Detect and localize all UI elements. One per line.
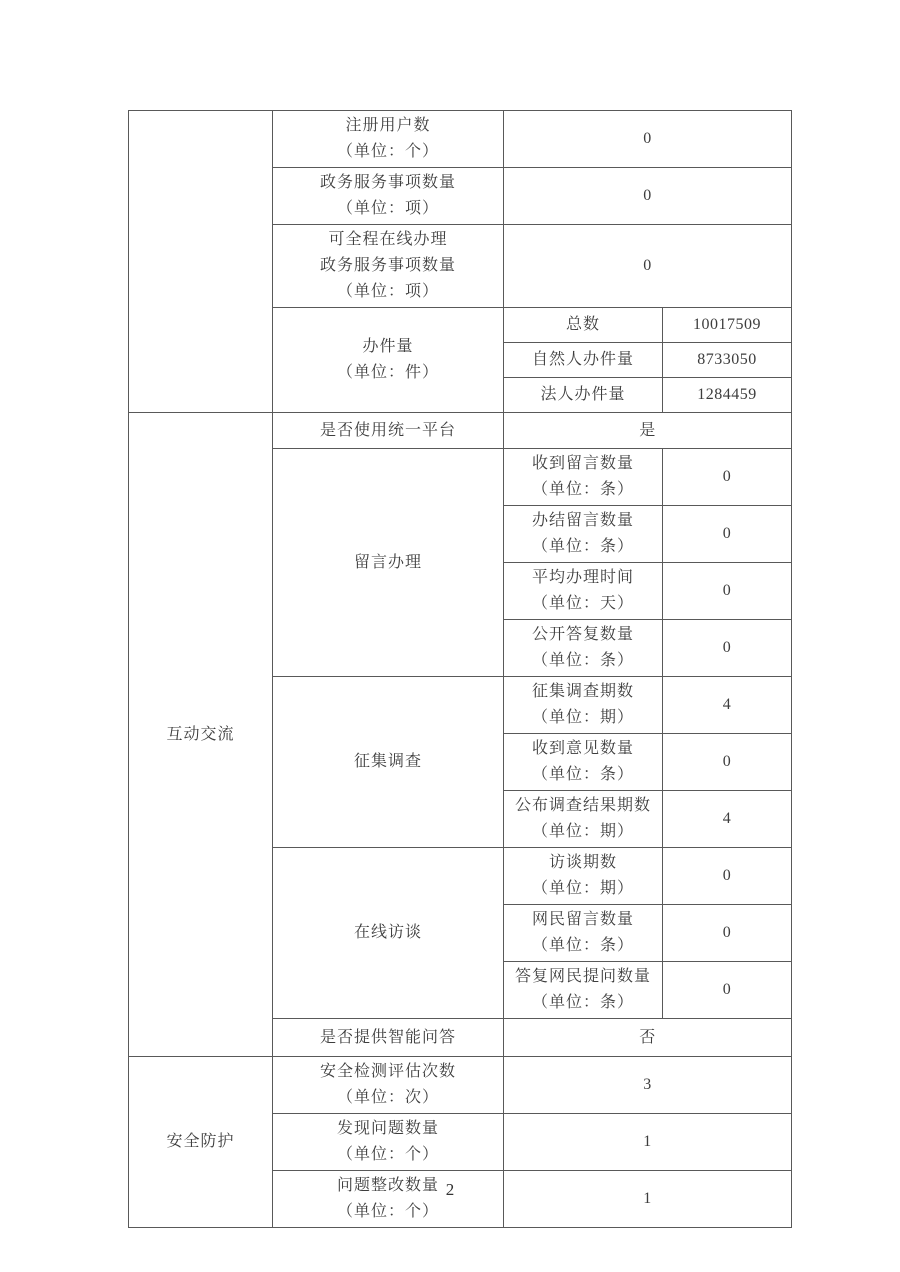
unit-text: （单位：个） (336, 1203, 439, 1220)
category-cell-security: 安全防护 (129, 1057, 273, 1228)
case-volume-label-cell (273, 308, 504, 413)
unit-text: （单位：个） (336, 1146, 439, 1163)
average-handling-time-value: 0 (663, 563, 792, 620)
label-text: 可全程在线办理 (328, 231, 448, 248)
online-service-items-label-cell (273, 225, 504, 308)
case-total-value: 10017509 (663, 308, 792, 343)
label-text: 办件量 (362, 338, 414, 355)
survey-periods-value: 4 (663, 677, 792, 734)
case-legal-person-value: 1284459 (663, 378, 792, 413)
netizen-questions-answered-value: 0 (663, 962, 792, 1019)
label-text: 办结留言数量 (531, 512, 634, 529)
label-text: 注册用户数 (345, 117, 431, 134)
smart-qa-label: 是否提供智能问答 (273, 1019, 504, 1057)
online-service-items-value: 0 (504, 225, 792, 308)
netizen-messages-label-cell (504, 905, 663, 962)
survey-periods-label-cell (504, 677, 663, 734)
label-text: 公布调查结果期数 (514, 797, 651, 814)
case-total-label: 总数 (504, 308, 663, 343)
smart-qa-value: 否 (504, 1019, 792, 1057)
public-replies-value: 0 (663, 620, 792, 677)
unit-text: （单位：个） (336, 143, 439, 160)
label-text: 网民留言数量 (531, 911, 634, 928)
table-row (129, 111, 792, 168)
label-text: 发现问题数量 (336, 1120, 439, 1137)
opinions-received-label-cell (504, 734, 663, 791)
unit-text: （单位：条） (531, 652, 634, 669)
label-text: 问题整改数量 (336, 1177, 439, 1194)
unit-text: （单位：项） (336, 283, 439, 300)
label-text: 安全检测评估次数 (319, 1063, 456, 1080)
security-assessment-value: 3 (504, 1057, 792, 1114)
netizen-messages-value: 0 (663, 905, 792, 962)
unit-text: （单位：期） (531, 823, 634, 840)
category-cell-interaction: 互动交流 (129, 413, 273, 1057)
messages-completed-label-cell (504, 506, 663, 563)
unit-text: （单位：条） (531, 481, 634, 498)
survey-results-published-label-cell (504, 791, 663, 848)
unit-text: （单位：件） (336, 364, 439, 381)
label-text: 政务服务事项数量 (319, 257, 456, 274)
label-text: 答复网民提问数量 (514, 968, 651, 985)
page-number: 2 (445, 1180, 455, 1199)
unit-text: （单位：次） (336, 1089, 439, 1106)
category-cell-empty (129, 111, 273, 413)
registered-users-label-cell (273, 111, 504, 168)
table-row (129, 1057, 792, 1114)
messages-received-value: 0 (663, 449, 792, 506)
case-natural-person-value: 8733050 (663, 343, 792, 378)
unified-platform-label: 是否使用统一平台 (273, 413, 504, 449)
label-text: 访谈期数 (548, 854, 617, 871)
label-text: 收到意见数量 (531, 740, 634, 757)
survey-collection-label-cell: 征集调查 (273, 677, 504, 848)
message-handling-label-cell: 留言办理 (273, 449, 504, 677)
unit-text: （单位：期） (531, 709, 634, 726)
registered-users-value: 0 (504, 111, 792, 168)
unit-text: （单位：天） (531, 595, 634, 612)
problems-found-value: 1 (504, 1114, 792, 1171)
label-text: 收到留言数量 (531, 455, 634, 472)
label-text: 公开答复数量 (531, 626, 634, 643)
label-text: 征集调查期数 (531, 683, 634, 700)
unit-text: （单位：条） (531, 538, 634, 555)
service-items-value: 0 (504, 168, 792, 225)
interview-periods-value: 0 (663, 848, 792, 905)
case-natural-person-label: 自然人办件量 (504, 343, 663, 378)
security-assessment-label-cell (273, 1057, 504, 1114)
problems-found-label-cell (273, 1114, 504, 1171)
unit-text: （单位：条） (531, 937, 634, 954)
unit-text: （单位：项） (336, 200, 439, 217)
messages-completed-value: 0 (663, 506, 792, 563)
unit-text: （单位：期） (531, 880, 634, 897)
opinions-received-value: 0 (663, 734, 792, 791)
label-text: 平均办理时间 (531, 569, 634, 586)
problems-rectified-value: 1 (504, 1171, 792, 1228)
survey-results-published-value: 4 (663, 791, 792, 848)
unit-text: （单位：条） (531, 994, 634, 1011)
netizen-questions-answered-label-cell (504, 962, 663, 1019)
service-items-label-cell (273, 168, 504, 225)
public-replies-label-cell (504, 620, 663, 677)
average-handling-time-label-cell (504, 563, 663, 620)
unit-text: （单位：条） (531, 766, 634, 783)
label-text: 政务服务事项数量 (319, 174, 456, 191)
table-row (129, 413, 792, 449)
messages-received-label-cell (504, 449, 663, 506)
annual-report-table (128, 110, 792, 1228)
case-legal-person-label: 法人办件量 (504, 378, 663, 413)
online-interview-label-cell: 在线访谈 (273, 848, 504, 1019)
interview-periods-label-cell (504, 848, 663, 905)
unified-platform-value: 是 (504, 413, 792, 449)
